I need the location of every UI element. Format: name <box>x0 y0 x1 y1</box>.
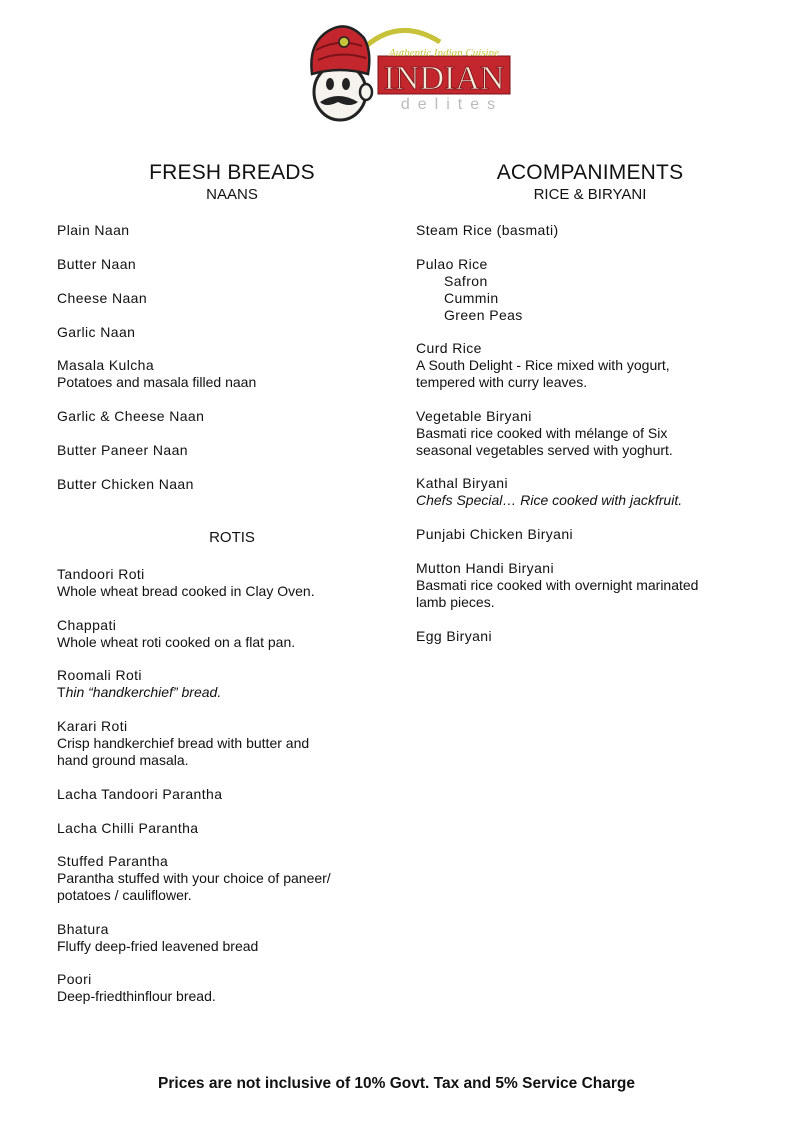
menu-item: Pulao Rice Safron Cummin Green Peas <box>416 256 736 324</box>
menu-item: Lacha Chilli Parantha <box>57 820 199 836</box>
menu-item: Roomali Roti Thin “handkerchief” bread. <box>57 667 222 700</box>
section-subtitle: RICE & BIRYANI <box>533 186 647 203</box>
menu-item: Garlic Naan <box>57 324 136 340</box>
menu-item: Butter Chicken Naan <box>57 476 194 492</box>
menu-item: Steam Rice (basmati) <box>416 222 559 238</box>
menu-item: Cheese Naan <box>57 290 148 306</box>
sub-option: Safron <box>444 273 488 289</box>
menu-item: Masala Kulcha Potatoes and masala filled naan <box>57 357 257 390</box>
menu-item: Tandoori Roti Whole wheat bread cooked in Clay Oven. <box>57 566 315 599</box>
menu-item: Stuffed Parantha Parantha stuffed with your choice of paneer/ potatoes / cauliflower. <box>57 853 331 903</box>
menu-item: Kathal Biryani Chefs Special… Rice cooked with jackfruit. <box>416 475 683 508</box>
menu-item: Punjabi Chicken Biryani <box>416 526 574 542</box>
section-subtitle: NAANS <box>206 186 258 203</box>
menu-item: Egg Biryani <box>416 628 492 644</box>
svg-text:delites: delites <box>400 96 504 113</box>
menu-item: Bhatura Fluffy deep-fried leavened bread <box>57 921 259 954</box>
svg-text:Authentic Indian Cuisine: Authentic Indian Cuisine <box>389 47 499 59</box>
menu-item: Karari Roti Crisp handkerchief bread with butter and hand ground masala. <box>57 718 310 768</box>
restaurant-logo <box>300 12 520 124</box>
menu-item: Poori Deep-friedthinflour bread. <box>57 971 216 1004</box>
menu-item: Lacha Tandoori Parantha <box>57 786 223 802</box>
chef-mascot-icon <box>300 12 520 124</box>
sub-option: Cummin <box>444 290 499 306</box>
menu-item: Vegetable Biryani Basmati rice cooked with mélange of Six seasonal vegetables served with yoghurt. <box>416 408 673 458</box>
section-title: FRESH BREADS <box>149 161 315 184</box>
fresh-breads-heading <box>82 161 382 204</box>
svg-text:INDIAN: INDIAN <box>383 60 505 97</box>
section-title: ACOMPANIMENTS <box>496 161 684 184</box>
rotis-heading: ROTIS <box>209 529 255 546</box>
menu-item: Butter Naan <box>57 256 137 272</box>
price-disclaimer: Prices are not inclusive of 10% Govt. Tax and 5% Service Charge <box>158 1075 635 1092</box>
menu-item: Curd Rice A South Delight - Rice mixed with yogurt, tempered with curry leaves. <box>416 340 670 390</box>
menu-item: Garlic & Cheese Naan <box>57 408 205 424</box>
menu-item: Mutton Handi Biryani Basmati rice cooked with overnight marinated lamb pieces. <box>416 560 699 610</box>
menu-item: Chappati Whole wheat roti cooked on a flat pan. <box>57 617 296 650</box>
accompaniments-heading <box>440 161 740 204</box>
menu-item: Butter Paneer Naan <box>57 442 188 458</box>
menu-item: Plain Naan <box>57 222 130 238</box>
sub-option: Green Peas <box>444 307 523 323</box>
